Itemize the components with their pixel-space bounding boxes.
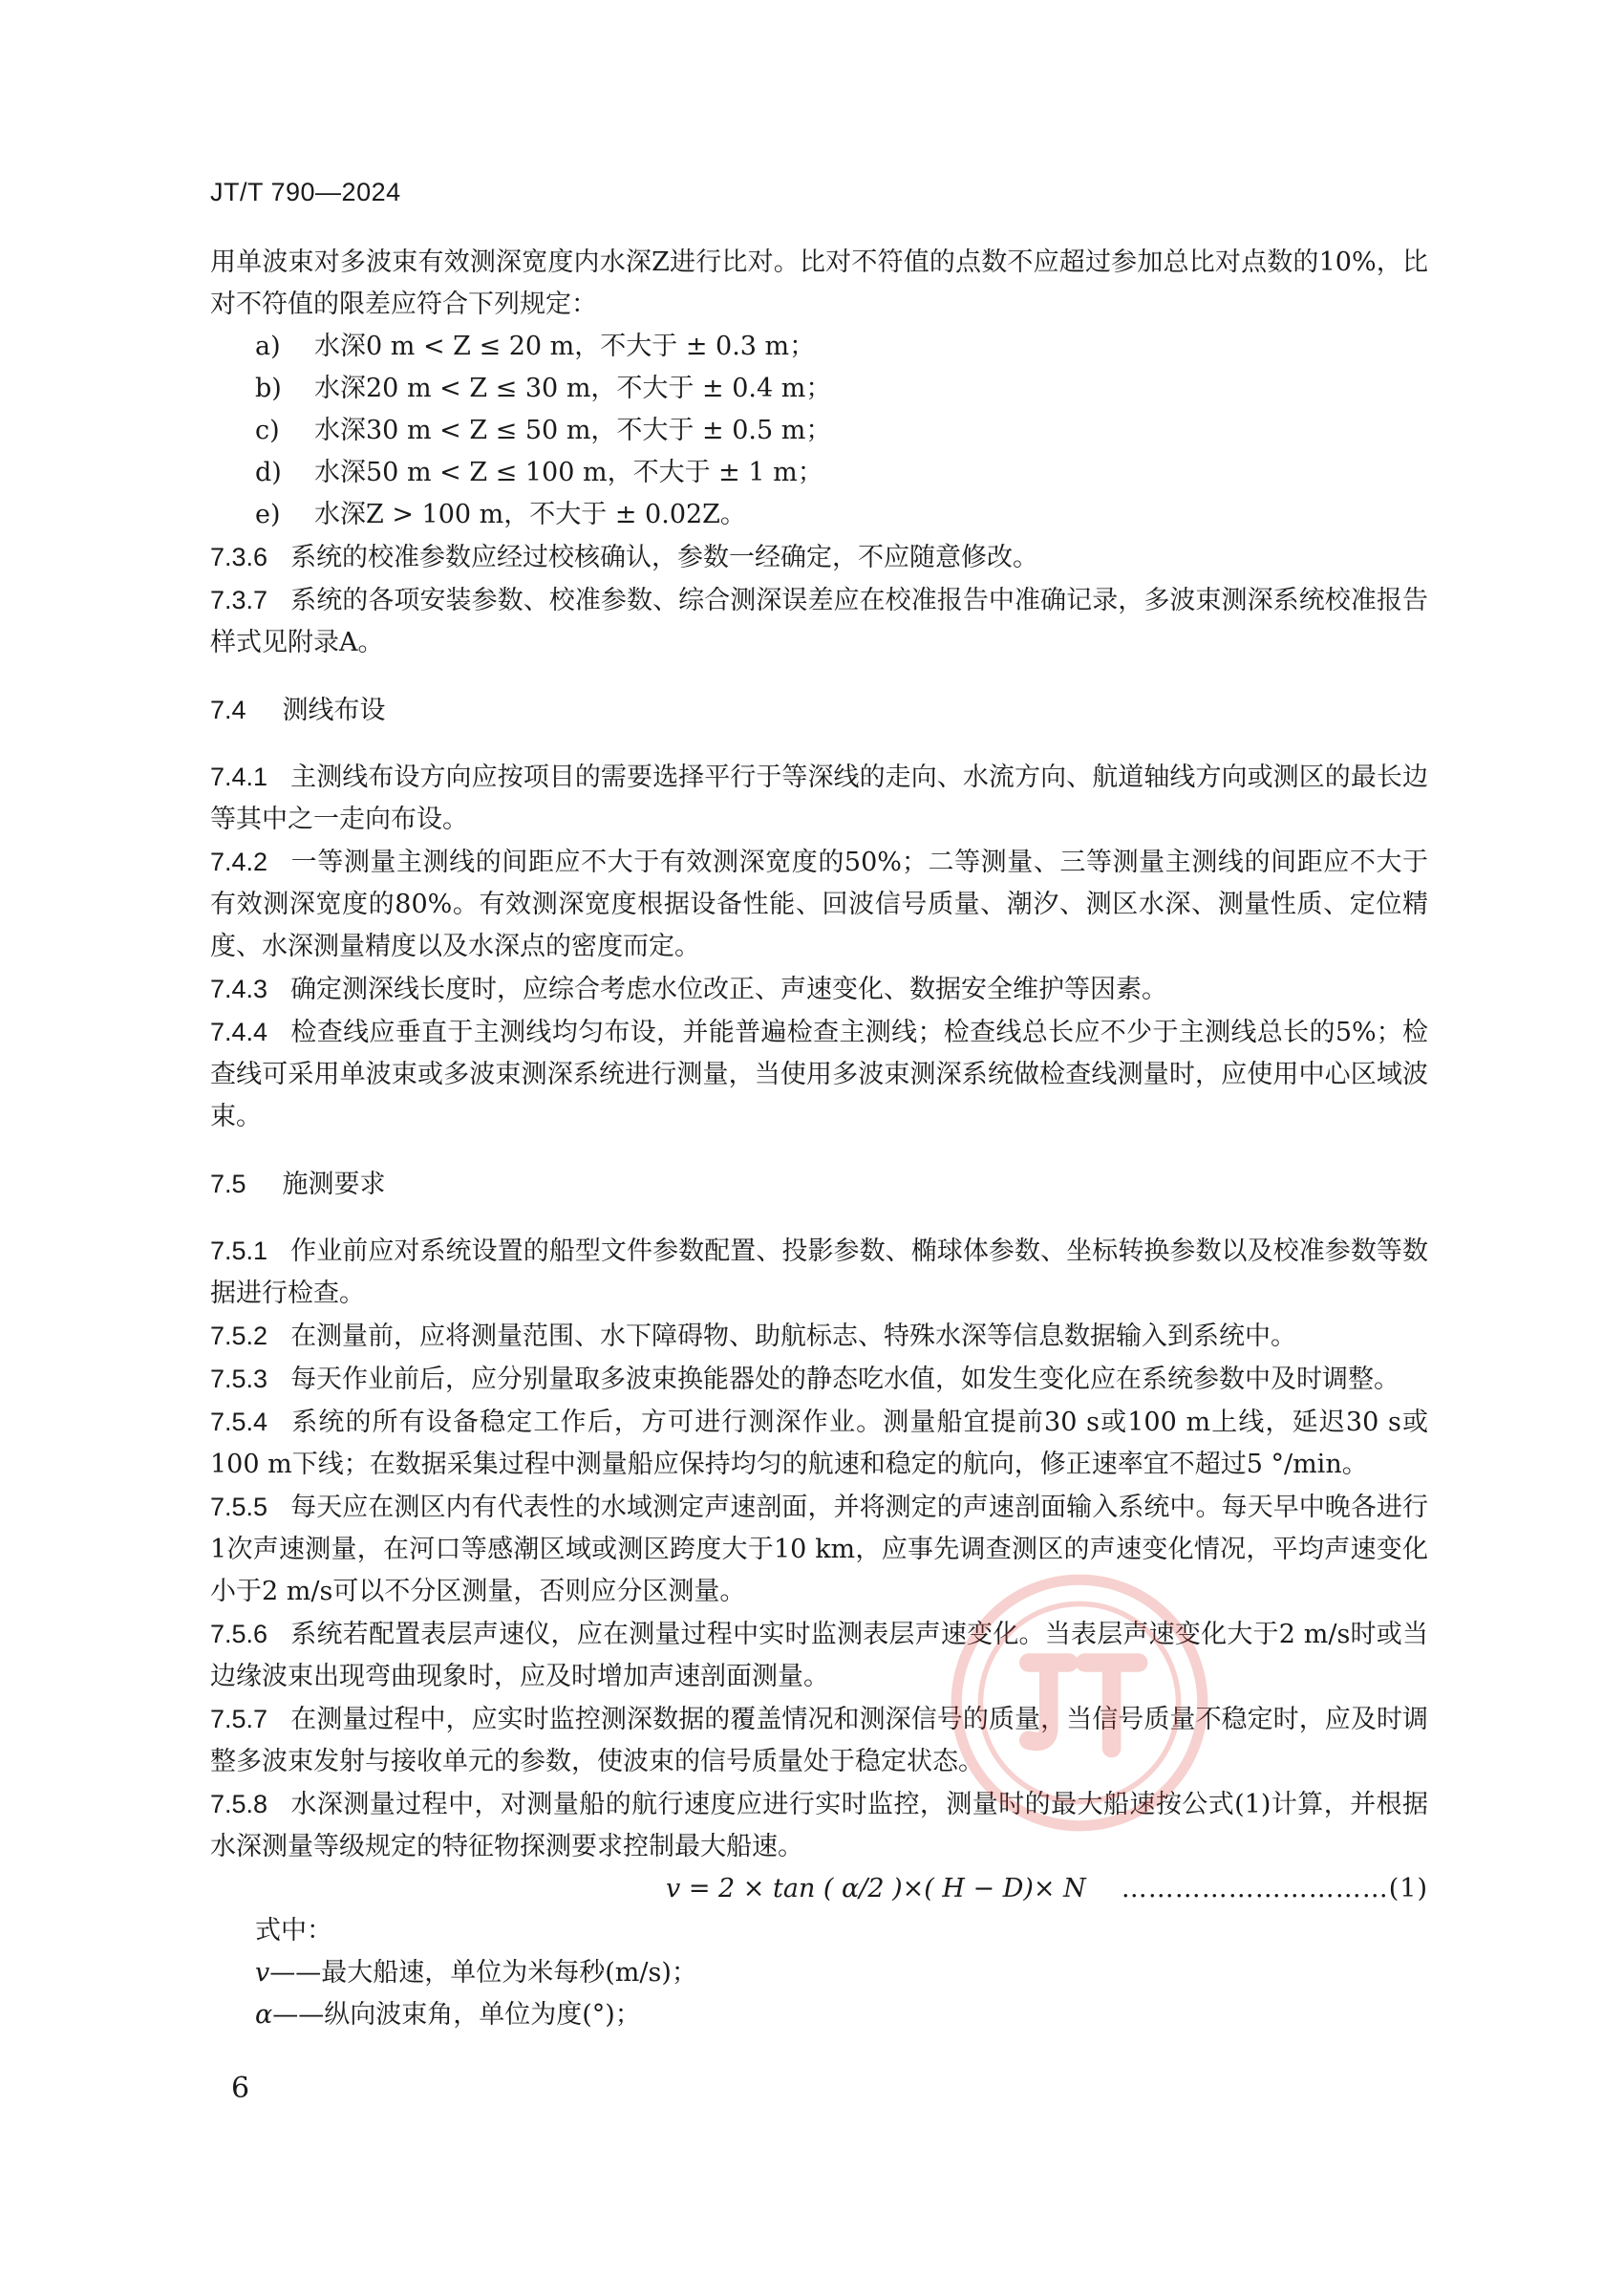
- tolerance-list: [210, 326, 1428, 536]
- clause-7-5-2: [210, 1315, 1428, 1358]
- symbol-definition: ——纵向波束角，单位为度(°)；: [272, 2000, 641, 2030]
- list-marker: b): [255, 374, 282, 403]
- clause-7-5-7: [210, 1698, 1428, 1783]
- clause-number: 7.3.6: [210, 543, 268, 571]
- list-text: 水深0 m < Z ≤ 20 m，不大于 ± 0.3 m；: [314, 332, 816, 361]
- clause-text: 系统的校准参数应经过校核确认，参数一经确定，不应随意修改。: [290, 543, 1039, 572]
- clause-7-5-4: [210, 1401, 1428, 1486]
- clause-number: 7.5.1: [210, 1236, 268, 1265]
- clause-7-5-5: [210, 1486, 1428, 1613]
- list-text: 水深30 m < Z ≤ 50 m，不大于 ± 0.5 m；: [314, 416, 832, 445]
- clause-number: 7.5.3: [210, 1365, 268, 1393]
- list-text: 水深Z > 100 m，不大于 ± 0.02Z。: [314, 500, 746, 529]
- section-title: 测线布设: [282, 696, 386, 724]
- jt-watermark-stamp: [946, 1569, 1213, 1837]
- clause-7-3-7: [210, 579, 1428, 664]
- clause-7-3-6: [210, 536, 1428, 579]
- clause-number: 7.3.7: [210, 586, 268, 614]
- section-number: 7.5: [210, 1170, 246, 1198]
- clause-7-5-8: [210, 1783, 1428, 1868]
- clause-number: 7.4.3: [210, 975, 268, 1003]
- clause-number: 7.5.7: [210, 1705, 268, 1733]
- section-heading-7-5: [210, 1163, 1428, 1205]
- list-text: 水深20 m < Z ≤ 30 m，不大于 ± 0.4 m；: [314, 374, 832, 403]
- list-item: [210, 410, 1428, 452]
- clause-text: 确定测深线长度时，应综合考虑水位改正、声速变化、数据安全维护等因素。: [290, 975, 1168, 1004]
- clause-7-4-3: [210, 968, 1428, 1011]
- where-label: 式中：: [255, 1916, 332, 1946]
- where-item-alpha: [210, 1994, 1428, 2036]
- clause-number: 7.5.8: [210, 1790, 268, 1818]
- list-item: [210, 326, 1428, 368]
- clause-number: 7.5.4: [210, 1408, 268, 1436]
- clause-7-5-3: [210, 1358, 1428, 1401]
- list-item: [210, 452, 1428, 494]
- clause-number: 7.5.6: [210, 1620, 268, 1648]
- clause-number: 7.4.1: [210, 763, 268, 791]
- clause-number: 7.4.2: [210, 848, 268, 876]
- clause-text: 系统的各项安装参数、校准参数、综合测深误差应在校准报告中准确记录，多波束测深系统校准报告样式见附录A。: [210, 586, 1428, 657]
- clause-text: 检查线应垂直于主测线均匀布设，并能普遍检查主测线；检查线总长应不少于主测线总长的5%；检查线可采用单波束或多波束测深系统进行测量，当使用多波束测深系统做检查线测量时，应使用中心区域波束。: [210, 1018, 1428, 1131]
- clause-text: 在测量前，应将测量范围、水下障碍物、助航标志、特殊水深等信息数据输入到系统中。: [290, 1322, 1297, 1351]
- list-marker: a): [255, 332, 281, 361]
- clause-number: 7.5.5: [210, 1493, 268, 1521]
- clause-number: 7.4.4: [210, 1018, 268, 1046]
- section-number: 7.4: [210, 696, 246, 724]
- clause-7-4-4: [210, 1011, 1428, 1138]
- section-heading-7-4: [210, 689, 1428, 731]
- intro-paragraph: 用单波束对多波束有效测深宽度内水深Z进行比对。比对不符值的点数不应超过参加总比对点数的10%，比对不符值的限差应符合下列规定：: [210, 247, 1428, 319]
- formula-number: …………………………(1): [1121, 1874, 1428, 1903]
- symbol-definition: ——最大船速，单位为米每秒(m/s)；: [269, 1958, 697, 1988]
- clause-text: 每天应在测区内有代表性的水域测定声速剖面，并将测定的声速剖面输入系统中。每天早中晚各进行1次声速测量，在河口等感潮区域或测区跨度大于10 km，应事先调查测区的声速变化情况，平均声速变化小于2 m/s可以不分区测量，否则应分区测量。: [210, 1493, 1428, 1606]
- formula-line: [210, 1868, 1428, 1910]
- standard-code: JT/T 790—2024: [210, 178, 401, 206]
- clause-text: 一等测量主测线的间距应不大于有效测深宽度的50%；二等测量、三等测量主测线的间距应不大于有效测深宽度的80%。有效测深宽度根据设备性能、回波信号质量、潮汐、测区水深、测量性质、定位精度、水深测量精度以及水深点的密度而定。: [210, 848, 1428, 961]
- page-number: 6: [231, 2072, 250, 2105]
- list-item: [210, 368, 1428, 410]
- list-item: [210, 494, 1428, 536]
- list-marker: e): [255, 500, 281, 529]
- clause-7-4-1: [210, 756, 1428, 841]
- clause-text: 每天作业前后，应分别量取多波束换能器处的静态吃水值，如发生变化应在系统参数中及时调整。: [290, 1365, 1400, 1394]
- clause-7-5-1: [210, 1230, 1428, 1315]
- clause-text: 水深测量过程中，对测量船的航行速度应进行实时监控，测量时的最大船速按公式(1)计算，并根据水深测量等级规定的特征物探测要求控制最大船速。: [210, 1790, 1428, 1861]
- clause-7-4-2: [210, 841, 1428, 968]
- section-title: 施测要求: [282, 1170, 386, 1198]
- clause-text: 系统若配置表层声速仪，应在测量过程中实时监测表层声速变化。当表层声速变化大于2 m/s时或当边缘波束出现弯曲现象时，应及时增加声速剖面测量。: [210, 1620, 1428, 1691]
- clause-text: 主测线布设方向应按项目的需要选择平行于等深线的走向、水流方向、航道轴线方向或测区的最长边等其中之一走向布设。: [210, 763, 1428, 834]
- document-body: [210, 242, 1428, 2036]
- clause-text: 在测量过程中，应实时监控测深数据的覆盖情况和测深信号的质量，当信号质量不稳定时，应及时调整多波束发射与接收单元的参数，使波束的信号质量处于稳定状态。: [210, 1705, 1428, 1776]
- symbol: v: [255, 1958, 270, 1988]
- formula-expression: v = 2 × tan ( α/2 )×( H − D)× N: [666, 1874, 1086, 1903]
- list-marker: d): [255, 458, 282, 487]
- list-text: 水深50 m < Z ≤ 100 m，不大于 ± 1 m；: [314, 458, 823, 487]
- list-marker: c): [255, 416, 280, 445]
- clause-number: 7.5.2: [210, 1322, 268, 1350]
- where-item-v: [210, 1952, 1428, 1994]
- symbol: α: [255, 2000, 273, 2030]
- clause-text: 作业前应对系统设置的船型文件参数配置、投影参数、椭球体参数、坐标转换参数以及校准参数等数据进行检查。: [210, 1236, 1428, 1308]
- clause-7-5-6: [210, 1613, 1428, 1698]
- clause-text: 系统的所有设备稳定工作后，方可进行测深作业。测量船宜提前30 s或100 m上线，延迟30 s或100 m下线；在数据采集过程中测量船应保持均匀的航速和稳定的航向，修正速率宜不超过5 °/min。: [210, 1408, 1428, 1479]
